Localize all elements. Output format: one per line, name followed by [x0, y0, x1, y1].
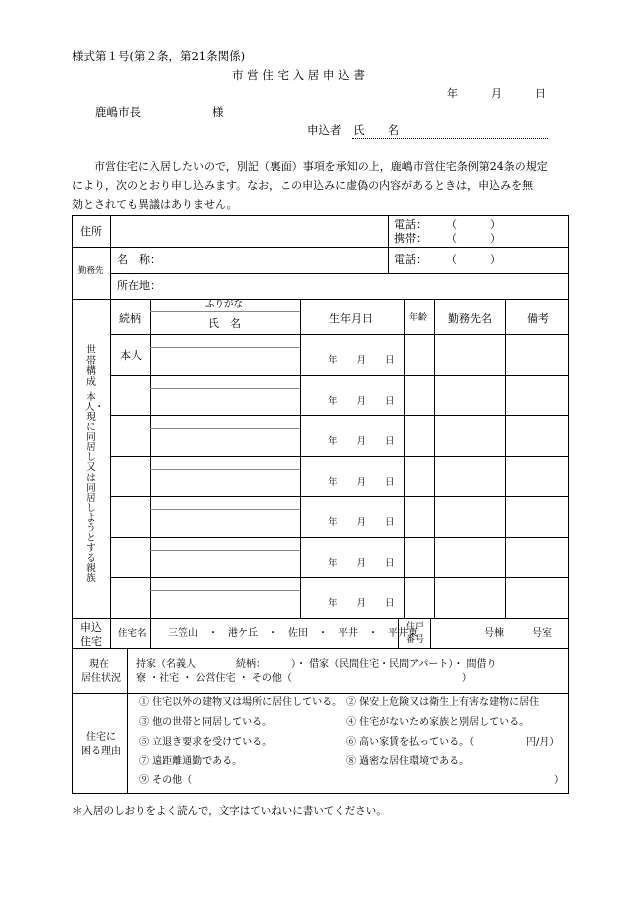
address-field[interactable]	[112, 217, 386, 245]
furigana-divider	[150, 388, 300, 389]
note-field[interactable]	[507, 539, 567, 576]
reason-5[interactable]: ⑤ 立退き要求を受けている。	[139, 737, 273, 748]
address-mobile-label: 携帯：	[394, 232, 427, 245]
furigana-field[interactable]	[152, 538, 298, 549]
note-field[interactable]	[507, 458, 567, 495]
age-field[interactable]	[406, 417, 432, 454]
reason-3[interactable]: ③ 他の世帯と同居している。	[139, 717, 273, 728]
household-side-label-1: 世帯構成	[86, 345, 96, 388]
name-field[interactable]	[152, 511, 298, 535]
birthdate-field[interactable]: 年 月 日	[328, 476, 395, 488]
current-label-2: 居住状況	[81, 673, 121, 684]
apply-house-label-1: 申込	[80, 621, 102, 634]
relation-self: 本人	[120, 349, 142, 362]
furigana-divider	[150, 347, 300, 348]
name-field[interactable]	[152, 471, 298, 495]
age-field[interactable]	[406, 498, 432, 535]
relation-field[interactable]	[112, 498, 148, 535]
furigana-field[interactable]	[152, 335, 298, 346]
furigana-divider	[150, 550, 300, 551]
apply-house-label-2: 住宅	[80, 635, 102, 648]
col-name: 氏 名	[208, 317, 241, 330]
addressee-sama: 様	[212, 105, 224, 119]
work-tel-label: 電話：	[394, 253, 427, 266]
birthdate-field[interactable]: 年 月 日	[328, 355, 395, 366]
col-work: 勤務先名	[448, 312, 492, 325]
applicant-name-label: 申込者 氏 名	[307, 123, 399, 137]
age-field[interactable]	[406, 336, 432, 373]
note-field[interactable]	[507, 377, 567, 414]
workplace-field[interactable]	[436, 377, 503, 414]
reasons-label-1: 住宅に	[86, 732, 116, 743]
birthdate-field[interactable]: 年 月 日	[328, 436, 395, 448]
house-options[interactable]: 三笠山 ・ 港ケ丘 ・ 佐田 ・ 平井 ・ 平井東	[168, 628, 418, 639]
birthdate-field[interactable]: 年 月 日	[328, 517, 395, 529]
note-field[interactable]	[507, 498, 567, 535]
furigana-divider	[150, 469, 300, 470]
birthdate-field[interactable]: 年 月 日	[328, 395, 395, 407]
current-label-1: 現在	[89, 659, 109, 670]
workplace-field[interactable]	[436, 498, 503, 535]
current-line-1[interactable]: 持家（名義人 続柄： ）・ 借家（民間住宅・民間アパート）・ 間借り	[136, 659, 497, 670]
relation-field[interactable]	[112, 417, 148, 454]
address-label: 住所	[80, 225, 102, 238]
name-field[interactable]	[152, 349, 298, 373]
reason-6-unit: 円/月）	[526, 737, 560, 748]
col-relation: 続柄	[119, 312, 141, 325]
household-side-label-2: 本人・現に同居し又は同居しようとする親族	[85, 392, 105, 585]
room-label-2: 番号	[406, 635, 425, 645]
col-furigana: ふりがな	[205, 299, 244, 310]
relation-field[interactable]	[112, 377, 148, 414]
workplace-field[interactable]	[436, 579, 503, 616]
reason-1[interactable]: ① 住宅以外の建物又は場所に居住している。	[139, 697, 343, 708]
reason-6[interactable]: ⑥ 高い家賃を払っている。（	[346, 737, 475, 748]
house-name-label: 住宅名	[118, 628, 147, 639]
building-number-field[interactable]: 号棟	[484, 628, 504, 639]
footer-note: ＊入居のしおりをよく読んで，文字はていねいに書いてください。	[72, 805, 387, 817]
note-field[interactable]	[507, 579, 567, 616]
address-mobile-field[interactable]: （ ）	[446, 232, 501, 245]
work-location-label: 所在地：	[117, 279, 161, 292]
work-label: 勤務先	[78, 266, 104, 276]
form-title: 市 営 住 宅 入 居 申 込 書	[232, 68, 365, 82]
addressee: 鹿嶋市長	[95, 105, 141, 119]
date-field[interactable]: 年 月 日	[447, 87, 546, 100]
furigana-divider	[150, 428, 300, 429]
workplace-field[interactable]	[436, 417, 503, 454]
age-field[interactable]	[406, 579, 432, 616]
work-name-label: 名 称：	[117, 253, 161, 266]
furigana-divider	[150, 590, 300, 591]
name-field[interactable]	[152, 390, 298, 414]
reason-4[interactable]: ④ 住宅がないため家族と別居している。	[346, 717, 530, 728]
furigana-divider	[150, 509, 300, 510]
reasons-label-2: 困る理由	[81, 746, 121, 757]
age-field[interactable]	[406, 458, 432, 495]
name-field[interactable]	[152, 592, 298, 616]
workplace-field[interactable]	[436, 336, 503, 373]
furigana-field[interactable]	[152, 457, 298, 468]
furigana-field[interactable]	[152, 578, 298, 589]
relation-field[interactable]	[112, 458, 148, 495]
col-age: 年齢	[409, 313, 428, 323]
reason-9-close: ）	[554, 775, 564, 786]
age-field[interactable]	[406, 377, 432, 414]
col-note: 備考	[527, 312, 549, 325]
current-line-2[interactable]: 寮 ・社宅 ・ 公営住宅 ・ その他（ ）	[136, 673, 472, 684]
intro-line-2: により，次のとおり申し込みます。なお，この申込みに虚偽の内容があるときは，申込みを無	[72, 179, 534, 192]
note-field[interactable]	[507, 336, 567, 373]
relation-field[interactable]	[112, 539, 148, 576]
note-field[interactable]	[507, 417, 567, 454]
reason-9[interactable]: ⑨ その他（	[139, 775, 193, 786]
intro-line-1: 市営住宅に入居したいので，別記（裏面）事項を承知の上，鹿嶋市営住宅条例第24条の規定	[94, 160, 548, 173]
work-tel-field[interactable]: （ ）	[446, 253, 501, 266]
birthdate-field[interactable]: 年 月 日	[328, 598, 395, 610]
address-tel-label: 電話：	[394, 218, 427, 231]
furigana-field[interactable]	[152, 497, 298, 508]
address-tel-field[interactable]: （ ）	[446, 218, 501, 231]
col-birth: 生年月日	[329, 312, 373, 325]
furigana-field[interactable]	[152, 376, 298, 387]
reason-7[interactable]: ⑦ 遠距離通勤である。	[139, 756, 243, 767]
reason-2[interactable]: ② 保安上危険又は衛生上有害な建物に居住	[346, 697, 540, 708]
intro-line-3: 効とされても異議はありません。	[72, 198, 238, 211]
room-number-field[interactable]: 号室	[532, 628, 552, 639]
reason-8[interactable]: ⑧ 過密な居住環境である。	[346, 756, 470, 767]
birthdate-field[interactable]: 年 月 日	[328, 557, 395, 569]
furigana-field[interactable]	[152, 416, 298, 427]
age-field[interactable]	[406, 539, 432, 576]
form-number: 様式第１号(第２条，第21条関係)	[72, 49, 246, 63]
applicant-name-field[interactable]	[352, 138, 548, 139]
name-field[interactable]	[152, 430, 298, 454]
relation-field[interactable]	[112, 579, 148, 616]
name-field[interactable]	[152, 552, 298, 576]
room-label-1: 住戸	[406, 622, 425, 632]
workplace-field[interactable]	[436, 458, 503, 495]
workplace-field[interactable]	[436, 539, 503, 576]
